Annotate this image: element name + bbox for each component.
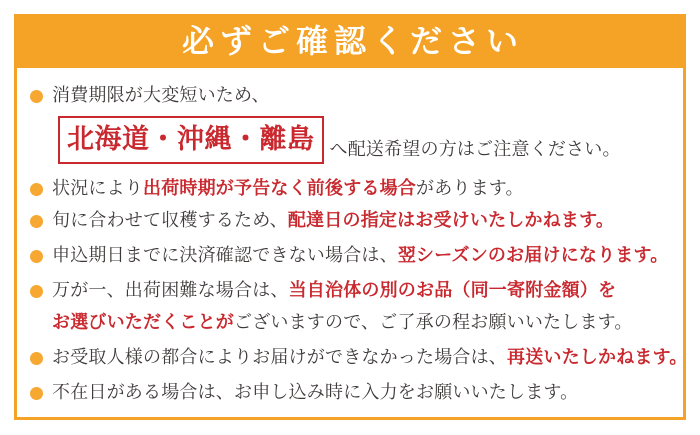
notice-line <box>30 382 673 402</box>
notice-line <box>58 116 673 164</box>
bullet-icon <box>30 215 43 228</box>
bullet-icon <box>30 387 43 400</box>
notice-line <box>30 178 673 198</box>
notice-line <box>52 312 673 332</box>
text-segment: 状況により <box>52 178 143 198</box>
bullet-icon <box>30 250 43 263</box>
notice-item <box>30 85 673 164</box>
region-box: 北海道・沖縄・離島 <box>58 116 324 164</box>
notice-item <box>30 210 673 230</box>
text-segment: 配達日の指定はお受けいたしかねます。 <box>287 210 615 230</box>
text-segment: 旬に合わせて収穫するため、 <box>52 210 288 230</box>
notice-item <box>30 280 673 332</box>
text-segment: へ配送希望の方はご注意ください。 <box>329 139 621 159</box>
notice-line <box>30 280 673 300</box>
notice-line <box>30 85 673 105</box>
text-segment: 消費期限が大変短いため、 <box>52 85 270 105</box>
text-segment: 申込期日までに決済確認できない場合は、 <box>52 245 398 265</box>
text-segment: 出荷時期が予告なく前後する場合 <box>143 178 416 198</box>
notice-item <box>30 245 673 265</box>
text-segment: 万が一、出荷困難な場合は、 <box>52 280 289 300</box>
notice-line <box>30 210 673 230</box>
text-segment: 翌シーズンのお届けになります。 <box>397 245 669 265</box>
banner-header <box>14 14 686 68</box>
notice-banner <box>14 14 686 420</box>
text-segment: お受取人様の都合によりお届けができなかった場合は、 <box>52 347 507 367</box>
page-title: 必ずご確認ください <box>181 23 524 59</box>
bullet-icon <box>30 90 43 103</box>
text-segment: 再送いたしかねます。 <box>507 347 688 367</box>
text-segment: ございますので、ご了承の程お願いいたします。 <box>234 312 633 332</box>
notice-item <box>30 178 673 198</box>
text-segment: お選びいただくことが <box>52 312 234 332</box>
text-segment: 当自治体の別のお品（同一寄附金額）を <box>288 280 617 300</box>
bullet-icon <box>30 285 43 298</box>
notice-item <box>30 382 673 402</box>
text-segment: があります。 <box>416 178 524 198</box>
notice-line <box>30 245 673 265</box>
notice-line <box>30 347 688 367</box>
bullet-icon <box>30 352 43 365</box>
notice-item <box>30 347 688 367</box>
bullet-icon <box>30 183 43 196</box>
text-segment: 不在日がある場合は、お申し込み時に入力をお願いいたします。 <box>52 382 579 402</box>
notice-list <box>14 68 686 420</box>
